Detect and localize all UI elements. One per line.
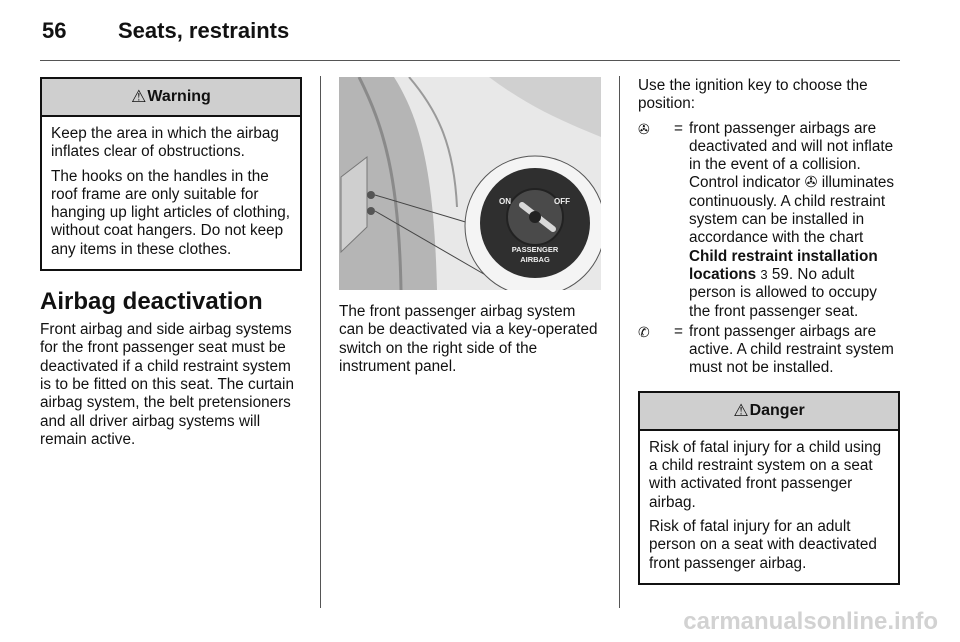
switch-label-line1: PASSENGER	[511, 245, 559, 254]
warning-paragraph: The hooks on the handles in the roof frame are only suitable for hanging up light articles of clothing, without coat hangers. Do not keep any items in these clothes.	[51, 167, 290, 258]
watermark: carmanualsonline.info	[683, 608, 938, 635]
warning-box	[40, 77, 302, 271]
airbag-on-item	[638, 323, 900, 378]
airbag-on-description: front passenger airbags are active. A child restraint system must not be installed.	[689, 322, 894, 377]
airbag-on-icon: ✆	[638, 323, 650, 340]
warning-title: Warning	[147, 87, 211, 105]
switch-on-label: ON	[499, 197, 511, 206]
off-text-1: front passenger airbags are deactivated and will not inflate in the event of a collision. Control indicator	[689, 119, 894, 192]
ignition-intro: Use the ignition key to choose the position:	[638, 77, 868, 113]
danger-triangle-icon: ⚠	[733, 400, 749, 420]
section-title: Airbag deactivation	[40, 288, 263, 316]
page-header: Seats, restraints	[118, 18, 290, 43]
left-column	[40, 77, 302, 449]
airbag-off-icon: ✇	[638, 120, 650, 137]
figure-caption: The front passenger airbag system can be deactivated via a key-operated switch on the right side of the instrument panel.	[339, 303, 598, 375]
airbag-off-item	[638, 120, 900, 321]
danger-header	[640, 393, 898, 431]
warning-header	[42, 79, 300, 117]
column-divider-right	[619, 76, 620, 608]
danger-body	[640, 431, 898, 583]
off-text-2: illuminates continuously. A child restraint system can be installed in accordance with the chart	[689, 174, 894, 247]
switch-illustration	[339, 77, 601, 290]
chart-link[interactable]: Child restraint installation locations	[689, 247, 878, 283]
airbag-switch-figure	[339, 77, 601, 290]
switch-label-line2: AIRBAG	[520, 255, 550, 264]
control-indicator-icon: ✇	[804, 174, 818, 192]
page-ref-number[interactable]: 59.	[771, 265, 794, 283]
page-number: 56	[42, 18, 67, 43]
danger-paragraph: Risk of fatal injury for a child using a child restraint system on a seat with activated front passenger airbag.	[649, 438, 882, 511]
danger-box	[638, 391, 900, 585]
equals-sign: =	[674, 119, 683, 137]
off-text-3: No adult person is allowed to occupy the front passenger seat.	[689, 265, 877, 320]
warning-triangle-icon: ⚠	[131, 86, 147, 106]
header-rule	[40, 60, 900, 61]
switch-off-label: OFF	[554, 197, 570, 206]
middle-column	[339, 77, 601, 376]
danger-paragraph: Risk of fatal injury for an adult person on a seat with deactivated front passenger airbag.	[649, 517, 877, 572]
page-ref-symbol: 3	[760, 266, 768, 282]
warning-body	[42, 117, 300, 269]
section-body: Front airbag and side airbag systems for the front passenger seat must be deactivated if a child restraint system is to be fitted on this seat. The curtain airbag system, the belt pretensioners and all driver airbag systems will remain active.	[40, 321, 294, 448]
column-divider-left	[320, 76, 321, 608]
warning-paragraph: Keep the area in which the airbag inflates clear of obstructions.	[51, 125, 279, 161]
danger-title: Danger	[749, 401, 805, 419]
equals-sign: =	[674, 322, 683, 340]
airbag-off-description	[689, 120, 900, 321]
right-column	[638, 77, 900, 585]
